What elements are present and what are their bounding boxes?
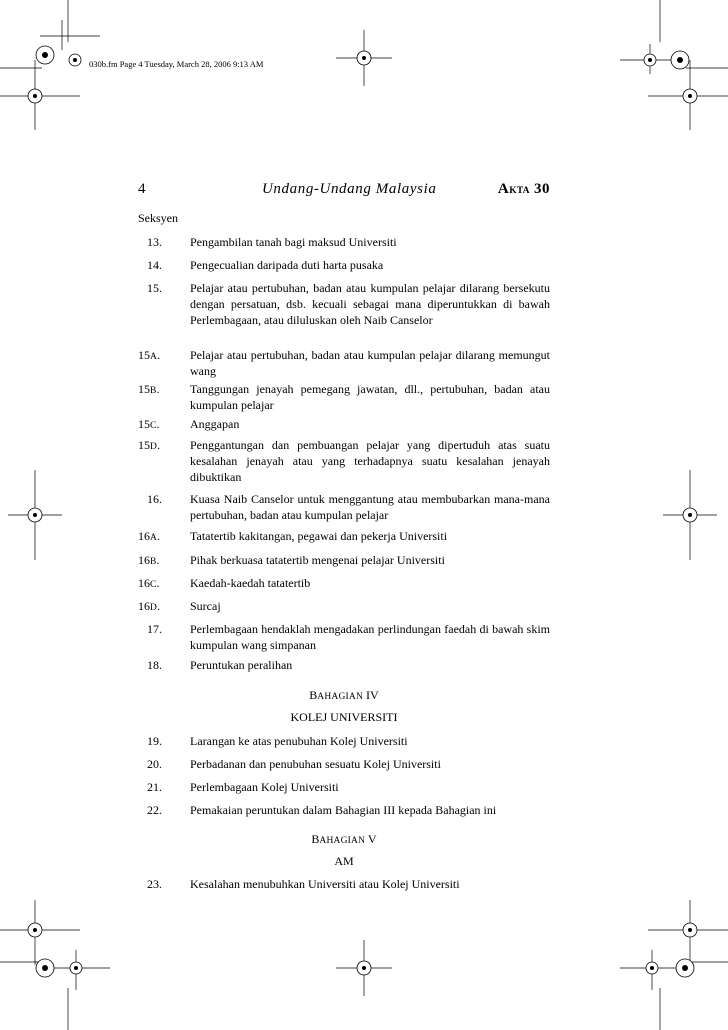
section-title: Anggapan: [190, 417, 240, 431]
part-4-title: KOLEJ UNIVERSITI: [290, 710, 398, 724]
section-number: 13.: [147, 235, 162, 249]
section-title: Penggantungan dan pembuangan pelajar yang dipertuduh atas suatu kesalahan jenayah atau yang terhadapnya suatu kesalahan jenayah dibuktikan: [190, 438, 550, 484]
section-number: 16.: [147, 492, 162, 506]
print-slug: 030b.fm Page 4 Tuesday, March 28, 2006 9:13 AM: [89, 59, 264, 69]
section-number: 15D.: [138, 438, 161, 452]
section-label: Seksyen: [138, 211, 178, 225]
section-number: 16D.: [138, 599, 161, 613]
section-title: Kesalahan menubuhkan Universiti atau Kolej Universiti: [190, 877, 460, 891]
section-title: Pengecualian daripada duti harta pusaka: [190, 258, 384, 272]
page-number: 4: [138, 181, 146, 197]
section-number: 16B.: [138, 553, 160, 567]
section-title: Tanggungan jenayah pemegang jawatan, dll., pertubuhan, badan atau kumpulan pelajar: [190, 382, 550, 412]
section-number: 18.: [147, 658, 162, 672]
section-title: Perlembagaan hendaklah mengadakan perlindungan faedah di bawah skim kumpulan wang simpanan: [190, 622, 550, 652]
section-title: Larangan ke atas penubuhan Kolej Universiti: [190, 734, 408, 748]
act-small-caps: KTA: [509, 186, 530, 196]
section-number: 22.: [147, 803, 162, 817]
section-number: 15C.: [138, 417, 160, 431]
section-title: Pihak berkuasa tatatertib mengenai pelajar Universiti: [190, 553, 445, 567]
part-5-title: AM: [334, 854, 354, 868]
section-title: Peruntukan peralihan: [190, 658, 293, 672]
section-number: 16A.: [138, 529, 161, 543]
act-number: 30: [529, 181, 550, 197]
act-label: [498, 181, 550, 198]
page-title: Undang-Undang Malaysia: [262, 181, 437, 197]
section-title: Perbadanan dan penubuhan sesuatu Kolej Universiti: [190, 757, 441, 771]
section-title: Perlembagaan Kolej Universiti: [190, 780, 339, 794]
act-prefix: A: [497, 181, 510, 197]
section-title: Pengambilan tanah bagi maksud Universiti: [190, 235, 397, 249]
section-number: 19.: [147, 734, 162, 748]
section-title: Kaedah-kaedah tatatertib: [190, 576, 311, 590]
section-number: 15A.: [138, 348, 161, 362]
section-title: Kuasa Naib Canselor untuk menggantung atau membubarkan mana-mana pertubuhan, badan atau kumpulan pelajar: [190, 492, 550, 522]
section-number: 21.: [147, 780, 162, 794]
section-number: 15.: [147, 281, 162, 295]
section-title: Tatatertib kakitangan, pegawai dan pekerja Universiti: [190, 529, 448, 543]
section-title: Surcaj: [190, 599, 221, 613]
section-number: 17.: [147, 622, 162, 636]
section-number: 14.: [147, 258, 162, 272]
section-number: 20.: [147, 757, 162, 771]
section-number: 15B.: [138, 382, 160, 396]
section-number: 23.: [147, 877, 162, 891]
section-title: Pelajar atau pertubuhan, badan atau kumpulan pelajar dilarang memungut wang: [190, 348, 550, 378]
section-title: Pelajar atau pertubuhan, badan atau kumpulan pelajar dilarang bersekutu dengan persatuan, dsb. kecuali sebagai mana diperuntukkan di bawah Perlembagaan, atau diluluskan oleh Naib Canselor: [190, 281, 550, 327]
part-5-heading: BAHAGIAN V: [311, 832, 377, 846]
part-4-heading: BAHAGIAN IV: [309, 688, 379, 702]
section-number: 16C.: [138, 576, 160, 590]
section-title: Pemakaian peruntukan dalam Bahagian III kepada Bahagian ini: [190, 803, 497, 817]
